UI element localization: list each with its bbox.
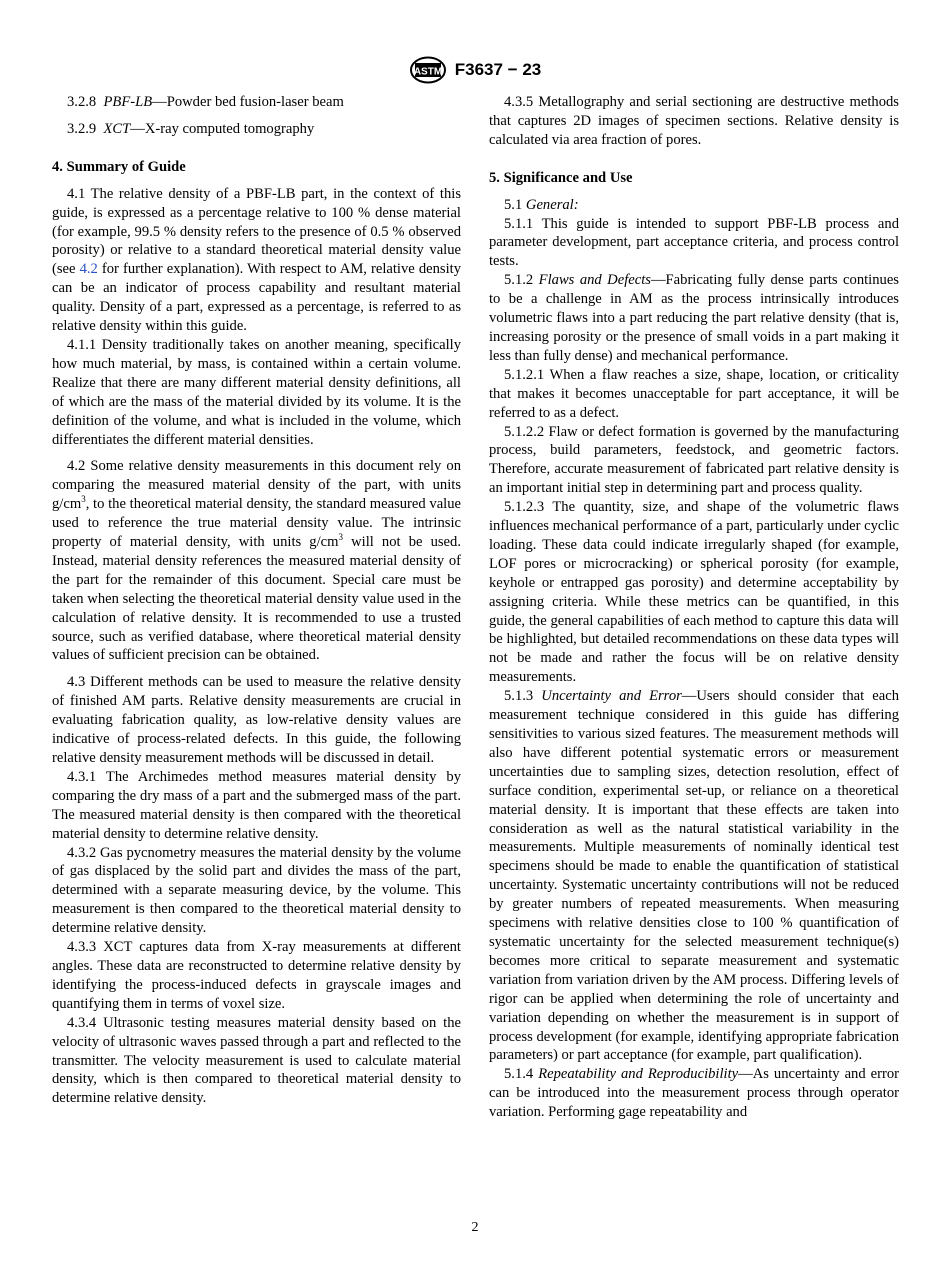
paragraph-4-3: 4.3 Different methods can be used to measure the relative density of finished AM parts. Relative density measurements are crucial in evaluating fabrication quality, as low-relative density values are indicative of process-related defects. In this guide, the following relative density measurement methods will be discussed in detail. [52,674,461,766]
paragraph-5-1-4: 5.1.4 Repeatability and Reproducibility—As uncertainty and error can be introduced into the measurement process through operator variation. Performing gage repeatability and [489,1066,899,1121]
paragraph-4-1: 4.1 The relative density of a PBF-LB part, in the context of this guide, is expressed as a percentage relative to 100 % dense material (for example, 99.5 % density refers to the presence of 0.5 % observed porosity) or relative to a standard theoretical material density value (see 4.2 for further explanation). With respect to AM, relative density can be an indicator of process capability and resultant material quality. Density of a part, expressed as a percentage, is referred to as relative density within this guide. [52,185,461,335]
paragraph-3-2-9: 3.2.9 XCT—X-ray computed tomography [67,120,315,137]
paragraph-4-3-5: 4.3.5 Metallography and serial sectioning are destructive methods that captures 2D images of specimen sections. Relative density is calculated via area fraction of pores. [489,94,899,148]
paragraph-5-1-1: 5.1.1 This guide is intended to support PBF-LB process and parameter development, part acceptance criteria, and process control tests. [489,215,899,270]
section-heading-5: 5. Significance and Use [489,169,633,186]
link-4-2[interactable]: 4.2 [79,261,98,278]
paragraph-3-2-8: 3.2.8 PBF-LB—Powder bed fusion-laser beam [67,94,344,110]
term-pbf-lb: PBF-LB [103,94,153,110]
left-column [52,93,461,1108]
astm-logo-text: ASTM [413,66,442,78]
paragraph-4-2: 4.2 Some relative density measurements in this document rely on comparing the measured material density of the part, with units $g/cm^3$, to the theoretical material density, the standard measured value used to reference the true material density value. The intrinsic property of material density, with units $g/cm^3$ will not be used. Instead, material density references the measured material density of the part for the remainder of this document. Special care must be taken when selecting the theoretical material density value used in the calculation of relative density. It is recommended to use a trusted source, such as verified database, where theoretical material density values of sufficient precision can be obtained. [52,458,461,664]
right-column [489,93,899,1122]
paragraph-4-3-1: 4.3.1 The Archimedes method measures material density by comparing the dry mass of a part and the submerged mass of the part. The measured material density is then compared with the theoretical material density to determine relative density. [52,768,461,842]
paragraph-5-1-2: 5.1.2 Flaws and Defects—Fabricating fully dense parts continues to be a challenge in AM as the process intrinsically introduces volumetric flaws into a part reducing the part relative density (that is, increasing porosity or the presence of small voids in a part making it less than fully dense) and mechanical performance. [489,272,899,364]
paragraph-5-1-2-3: 5.1.2.3 The quantity, size, and shape of the volumetric flaws influences mechanical performance of a part, particularly under cyclic loading. These data could indicate irregularly shaped (for example, LOF pores or microcracking) or spherical porosity (for example, keyhole or entrapped gas porosity) and determine acceptability by assigning criteria. While these metrics can be quantified, in this guide, the general capabilities of each method to capture this data will be highlighted, but detailed recommendations on these data types will not be made and rather the focus will be on relative density measurements. [489,499,899,686]
term-xct: XCT [103,120,131,137]
paragraph-4-3-3: 4.3.3 XCT captures data from X-ray measurements at different angles. These data are reconstructed to determine relative density by identifying the process-induced defects in grayscale images and quantifying them in terms of voxel size. [52,939,461,1012]
page-number: 2 [471,1220,479,1235]
astm-logo-icon [409,56,447,84]
page-header [0,56,950,84]
paragraph-5-1: 5.1 General: [504,196,579,213]
document-id: F3637 − 23 [454,60,542,79]
section-heading-4: 4. Summary of Guide [52,158,186,175]
paragraph-4-1-1: 4.1.1 Density traditionally takes on another meaning, specifically how much material, by mass, is contained within a certain volume. Realize that there are many different material density definitions, all of which are the mass of the material divided by its volume. It is the definition of the volume, and what is included in the volume, which differentiates the different material densities. [52,336,461,448]
paragraph-4-3-4: 4.3.4 Ultrasonic testing measures material density based on the velocity of ultrasonic waves passed through a part and reflected to the transmitter. The velocity measurement is used to calculate material density, which is then compared to theoretical material density to determine relative density. [52,1014,461,1107]
paragraph-5-1-2-1: 5.1.2.1 When a flaw reaches a size, shape, location, or criticality that makes it becomes unacceptable for part acceptance, it will be referred to as a defect. [489,366,899,421]
paragraph-5-1-3: 5.1.3 Uncertainty and Error—Users should consider that each measurement technique considered in this guide has differing sensitivities to various sized features. The measurement methods will also have different potential systematic errors or measurement uncertainties due to sampling sizes, detection resolution, effect of surface condition, experimental set-up, or reliance on a theoretical material density. It is important that these effects are taken into consideration as well as the natural statistical variability in the measurements. Multiple measurements of nominally identical test specimens should be made to enable the quantification of statistical uncertainty. Systematic uncertainty contributions will not be reduced by greater numbers of repeated measurements. When measuring specimens with relative densities close to 100 % quantification of systematic uncertainty for the selected measurement technique(s) becomes more critical to separate measurement and systematic variation from variation driven by the AM process. Differing levels of rigor can be applied when determining the role of uncertainty and variation depending on whether the measurement is in support of process development (for example, identifying appropriate fabrication parameters) or part acceptance (for example, part qualification). [489,688,899,1064]
paragraph-5-1-2-2: 5.1.2.2 Flaw or defect formation is governed by the manufacturing process, build parameters, feedstock, and geometric factors. Therefore, accurate measurement of fabricated part relative density is an important initial step in determining part and process quality. [489,423,899,497]
paragraph-4-3-2: 4.3.2 Gas pycnometry measures the material density by the volume of gas displaced by the solid part and divides the mass of the part, determined with a separate measuring device, by the volume. This measurement is then compared to the theoretical material density to determine relative density. [52,844,461,937]
